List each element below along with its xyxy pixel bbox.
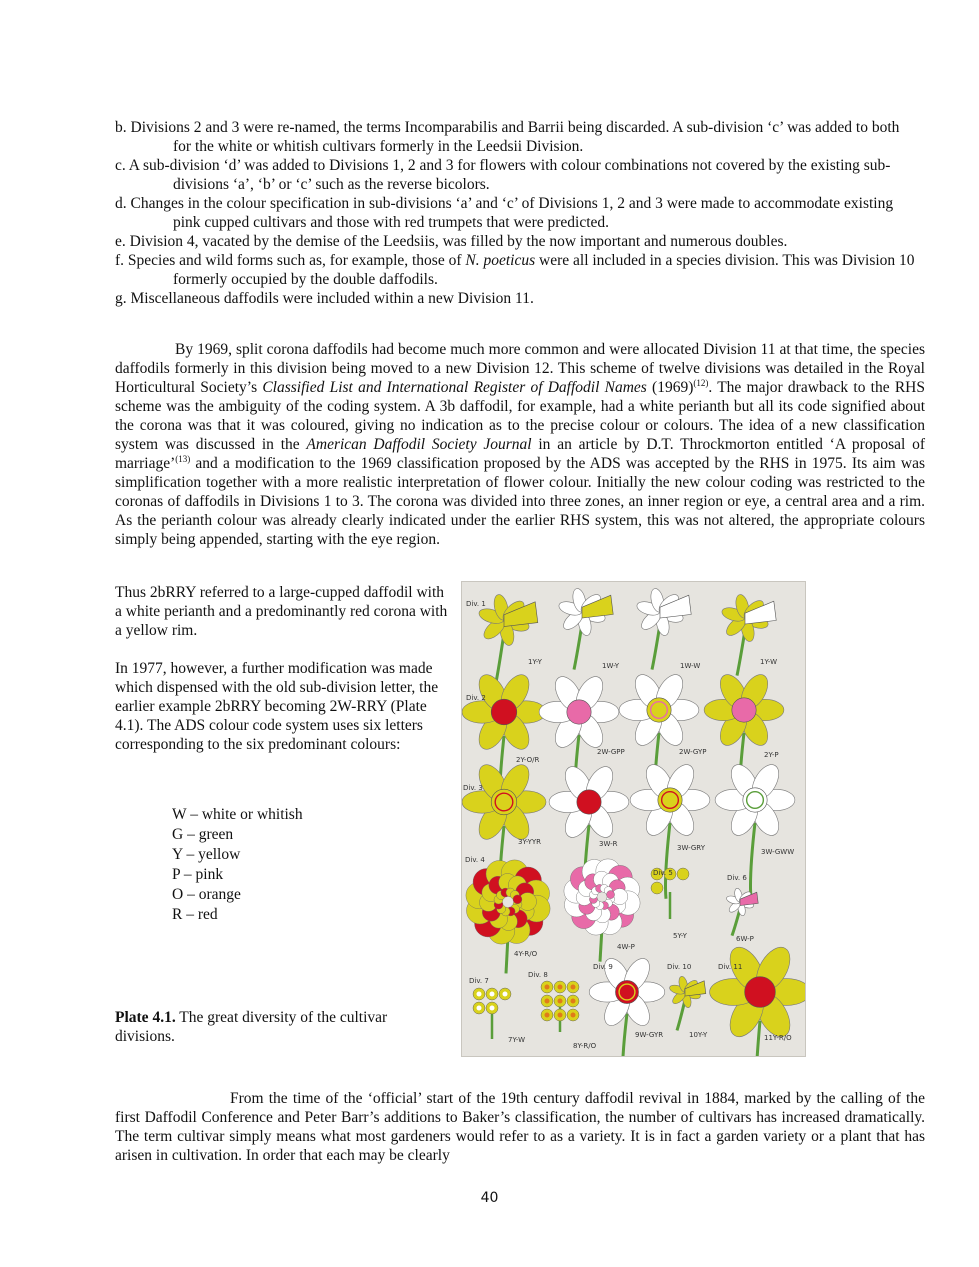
flower-stem: [756, 1021, 761, 1056]
trumpet-daffodil: [477, 593, 538, 682]
colour-code-item: P – pink: [172, 866, 224, 883]
division-label: Div. 9: [593, 963, 613, 971]
division-code: 4Y-R/O: [514, 950, 538, 958]
division-label: Div. 11: [718, 963, 743, 971]
species-name: N. poeticus: [465, 252, 536, 269]
floret-cup: [545, 1013, 550, 1018]
list-item: [115, 251, 915, 289]
journal-title: American Daffodil Society Journal: [306, 436, 532, 453]
colour-code-item: W – white or whitish: [172, 806, 303, 823]
floret-cup: [545, 999, 550, 1004]
list-item: [115, 194, 915, 232]
flower-corona: [745, 977, 776, 1008]
division-code: 1W-Y: [602, 662, 620, 670]
floret-cup: [558, 999, 563, 1004]
flower-corona: [732, 698, 756, 722]
citation-superscript: (13): [175, 453, 191, 464]
left-column-text: [115, 583, 450, 754]
division-code: 10Y-Y: [689, 1031, 708, 1039]
colour-code-list: [172, 805, 303, 925]
flower-stem: [677, 1000, 685, 1030]
daffodil-divisions-drawing: [462, 582, 805, 1056]
flower-corona: [567, 700, 591, 724]
double-petal: [606, 891, 614, 899]
division-code: 2W-GPP: [597, 748, 625, 756]
text-run: in an article by D.T. Throckmorton entitled ‘A proposal of marriage’: [115, 436, 925, 472]
division-code: 1Y-W: [760, 658, 778, 666]
list-item: [115, 232, 915, 251]
colour-code-item: R – red: [172, 906, 218, 923]
flower-corona: [577, 790, 601, 814]
plate-illustration: [461, 581, 806, 1057]
list-item-text: e. Division 4, vacated by the demise of the Leedsiis, was filled by the now important and numerous doubles.: [115, 233, 788, 250]
list-item-text: d. Changes in the colour specification in sub-divisions ‘a’ and ‘c’ of Divisions 1, 2 and 3 were made to accommodate existing pink cupped cultivars and those with red trumpets that were predicted.: [115, 195, 894, 231]
division-label: Div. 6: [727, 874, 747, 882]
division-code: 3Y-YYR: [518, 838, 542, 846]
division-code: 3W-R: [599, 840, 618, 848]
division-label: Div. 3: [463, 784, 483, 792]
flower-stem: [623, 1014, 628, 1056]
trumpet-daffodil: [726, 888, 759, 936]
plate-caption: [115, 1008, 445, 1046]
division-label: Div. 4: [465, 856, 485, 864]
division-code: 1W-W: [680, 662, 701, 670]
division-label: Div. 10: [667, 963, 692, 971]
trumpet-daffodil: [557, 587, 613, 669]
body-paragraph-1: [115, 340, 925, 549]
floret-cup: [558, 1013, 563, 1018]
division-label: Div. 1: [466, 600, 486, 608]
paragraph: Thus 2bRRY referred to a large-cupped daffodil with a white perianth and a predominantly red corona with a yellow rim.: [115, 584, 448, 639]
text-run: By 1969, split corona daffodils had become much more common and were allocated Division 11 at that time, the species daffodils formerly in this division being moved to a new Division 12. This scheme of twelve divisions was detailed in the Royal Horticultural Society’s: [115, 341, 925, 396]
division-label: Div. 8: [528, 971, 548, 979]
division-code: 3W-GWW: [761, 848, 795, 856]
caption-label: Plate 4.1.: [115, 1009, 176, 1026]
floret-cup: [477, 1006, 482, 1011]
list-item-text: f. Species and wild forms such as, for example, those of: [115, 252, 466, 269]
division-label: Div. 2: [466, 694, 486, 702]
division-code: 6W-P: [736, 935, 754, 943]
list-item-text: were all included in a species division. This was Division 10 formerly occupied by the double daffodils.: [173, 252, 915, 288]
list-item-text: b. Divisions 2 and 3 were re-named, the terms Incomparabilis and Barrii being discarded. A sub-division ‘c’ was added to both for the white or whitish cultivars formerly in the Leedsii Division.: [115, 119, 900, 155]
list-item-text: c. A sub-division ‘d’ was added to Divisions 1, 2 and 3 for flowers with colour combinations not covered by the existing sub-divisions ‘a’, ‘b’ or ‘c’ such as the reverse bicolors.: [115, 157, 891, 193]
double-daffodil: [466, 860, 550, 973]
trumpet-daffodil: [635, 587, 691, 669]
floret-cup: [503, 992, 508, 997]
text-run: (1969): [646, 379, 694, 396]
flower-corona: [491, 699, 517, 725]
list-item-text: g. Miscellaneous daffodils were included within a new Division 11.: [115, 290, 534, 307]
floret-cup: [477, 992, 482, 997]
cluster-daffodil: [473, 988, 511, 1039]
list-item: [115, 156, 915, 194]
flower-stem: [666, 823, 671, 899]
division-code: 2Y-O/R: [516, 756, 540, 764]
division-code: 2W-GYP: [679, 748, 707, 756]
double-petal: [513, 895, 522, 904]
division-code: 3W-GRY: [677, 844, 705, 852]
division-label: Div. 7: [469, 977, 489, 985]
flower-stem: [732, 909, 740, 936]
division-label: Div. 5: [653, 869, 673, 877]
flower-stem: [751, 823, 756, 899]
citation-superscript: (12): [693, 377, 709, 388]
floret-cup: [571, 999, 576, 1004]
publication-title: Classified List and International Register of Daffodil Names: [262, 379, 647, 396]
text-run: and a modification to the 1969 classification proposed by the ADS was accepted by the RHS in 1975. Its aim was simplification together with a more realistic interpretation of flower colour. Initially the new colour coding was restricted to the coronas of daffodils in Divisions 1 to 3. The corona was divided into three zones, an inner region or eye, a central area and a rim. As the perianth colour was already clearly indicated under the earlier RHS system, this was not altered, the appropriate colours simply being appended, starting with the eye region.: [115, 455, 925, 548]
colour-code-item: G – green: [172, 826, 234, 843]
floret-cup: [655, 886, 660, 891]
floret-cup: [545, 985, 550, 990]
floret-cup: [490, 1006, 495, 1011]
caption-text: The great diversity of the cultivar divisions.: [115, 1009, 388, 1045]
colour-code-item: Y – yellow: [172, 846, 241, 863]
paragraph: In 1977, however, a further modification was made which dispensed with the old sub-division letter, the earlier example 2bRRY becoming 2W-RRY (Plate 4.1). The ADS colour code system uses six letters corresponding to the six predominant colours:: [115, 660, 439, 753]
list-item: [115, 289, 915, 308]
body-paragraph-2: From the time of the ‘official’ start of the 19th century daffodil revival in 1884, marked by the calling of the first Daffodil Conference and Peter Barr’s additions to Baker’s classification, the number of cultivars has increased dramatically. The term cultivar simply means what most gardeners would refer to as a variety. It is in fact a garden variety or a plant that has arisen in cultivation. In order that each may be clearly: [115, 1090, 925, 1164]
trumpet-daffodil: [669, 976, 706, 1031]
division-code: 11Y-R/O: [764, 1034, 792, 1042]
text-run: . The major drawback to the RHS scheme was the ambiguity of the coding system. A 3b daffodil, for example, had a white perianth but all its code signified about the corona was that it was coloured, giving no indication as to the precise colour or colours. The idea of a new classification system was discussed in the: [115, 379, 925, 453]
floret-cup: [681, 872, 686, 877]
division-code: 2Y-P: [764, 751, 779, 759]
division-change-list: [115, 118, 915, 308]
division-code: 7Y-W: [508, 1036, 526, 1044]
floret-cup: [571, 1013, 576, 1018]
division-code: 5Y-Y: [673, 932, 687, 940]
division-code: 8Y-R/O: [573, 1042, 597, 1050]
division-code: 4W-P: [617, 943, 635, 951]
floret-cup: [558, 985, 563, 990]
division-code: 1Y-Y: [528, 658, 542, 666]
floret-cup: [571, 985, 576, 990]
page-number: 40: [480, 1190, 499, 1206]
list-item: [115, 118, 915, 156]
floret-cup: [490, 992, 495, 997]
cluster-daffodil: [541, 981, 579, 1032]
division-code: 9W-GYR: [635, 1031, 664, 1039]
colour-code-item: O – orange: [172, 886, 241, 903]
